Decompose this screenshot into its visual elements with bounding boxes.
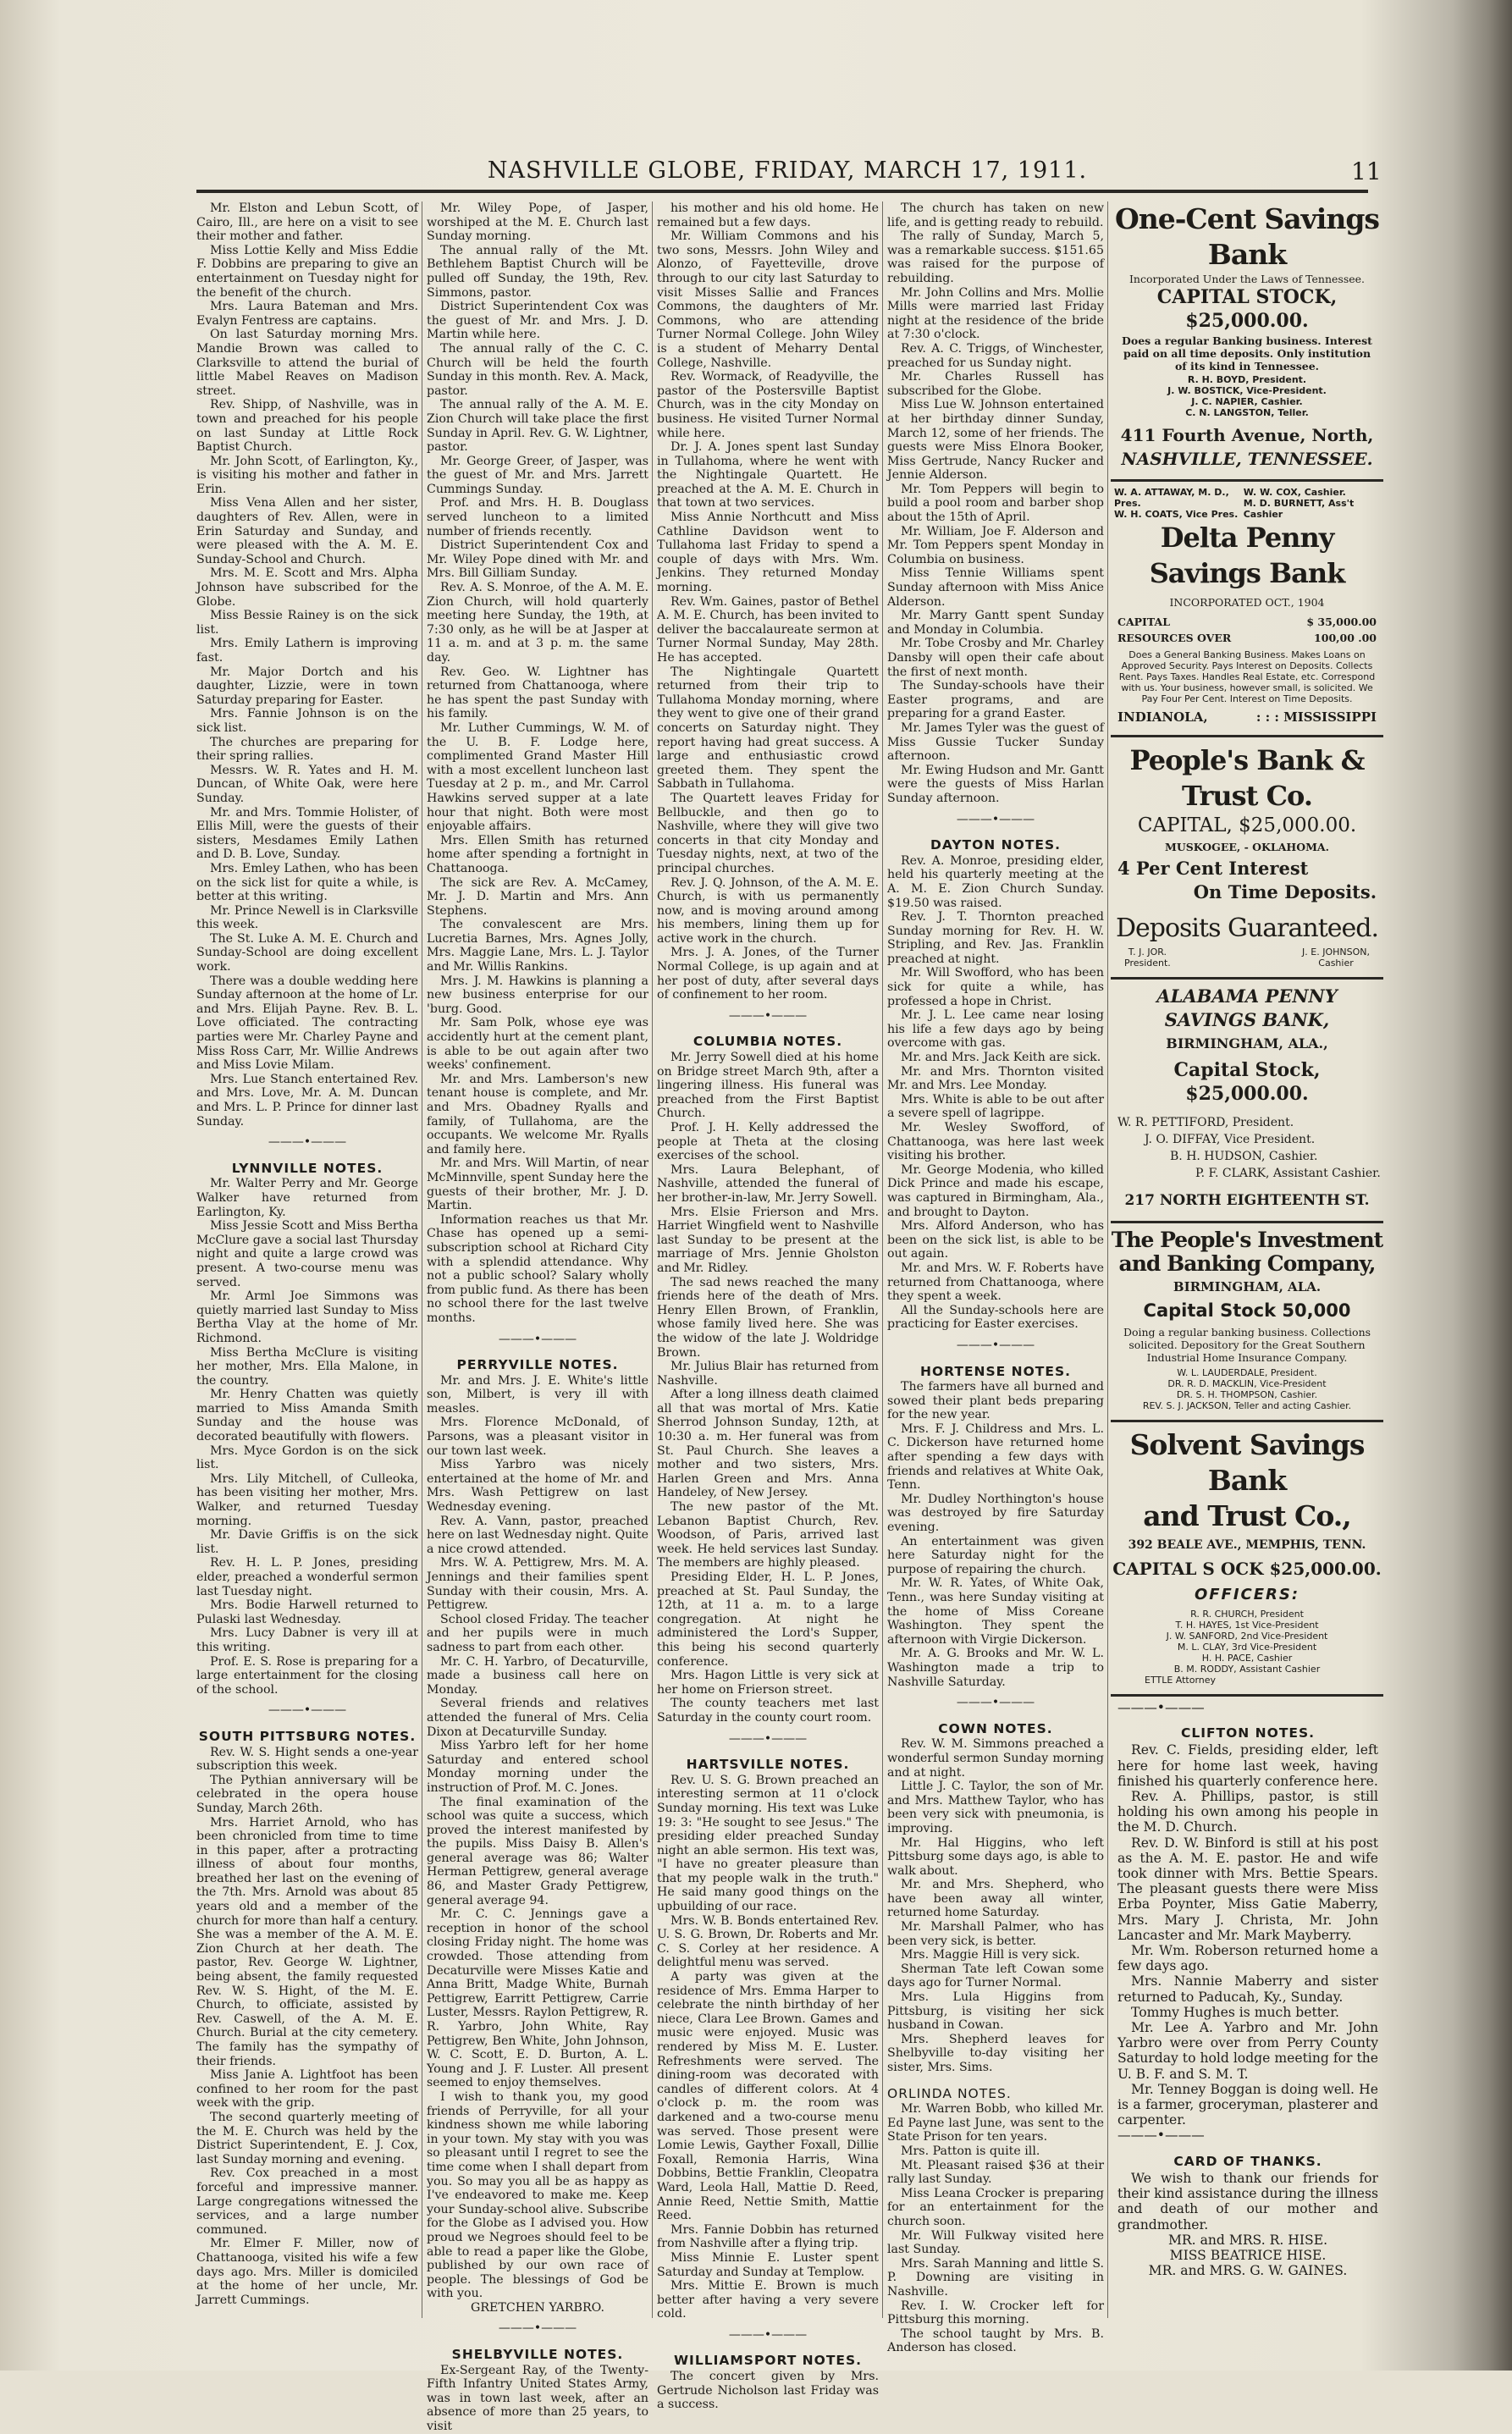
news-item: Rev. Shipp, of Nashville, was in town and preached for his people on last Sunday at Little Rock Baptist Church. bbox=[196, 398, 418, 455]
section-heading: CARD OF THANKS. bbox=[1173, 2153, 1322, 2169]
news-item: Mrs. Fannie Johnson is on the sick list. bbox=[196, 707, 418, 735]
signature: MISS BEATRICE HISE. bbox=[1169, 2247, 1327, 2263]
news-item: Rev. H. L. P. Jones, presiding elder, preached a wonderful sermon last Tuesday night. bbox=[196, 1556, 418, 1598]
news-item: The churches are preparing for their spring rallies. bbox=[196, 735, 418, 764]
news-item: All the Sunday-schools here are practicing for Easter exercises. bbox=[887, 1303, 1104, 1332]
news-item: Information reaches us that Mr. Chase has opened up a semi-subscription school at Richard City with a splendid attendance. Why not a public school? Salary wholly from public fund. As there has been no school there for the last twelve months. bbox=[427, 1212, 648, 1325]
news-item: Mr. and Mrs. Lamberson's new tenant house is complete, and Mr. and Mrs. Obadney Ryalls and family, of Tullahoma, are the occupants. We welcome Mr. Ryalls and family here. bbox=[427, 1072, 648, 1156]
news-item: Mr. Ewing Hudson and Mr. Gantt were the guests of Miss Harlan Sunday afternoon. bbox=[887, 763, 1104, 805]
news-item: Mrs. Hagon Little is very sick at her home on Frierson street. bbox=[657, 1669, 879, 1697]
section-divider: ———•——— bbox=[956, 1338, 1035, 1352]
news-item: Miss Leana Crocker is preparing for an entertainment for the church soon. bbox=[887, 2186, 1104, 2228]
news-item: On last Saturday morning Mrs. Mandie Brown was called to Clarksville to attend the burial of little Mabel Reaves on Madison street. bbox=[196, 328, 418, 398]
ad-officer: W. W. COX, Cashier. bbox=[1243, 487, 1346, 498]
news-item: Miss Yarbro left for her home Saturday and entered school Monday morning under the instruction of Prof. M. C. Jones. bbox=[427, 1739, 648, 1795]
news-item: The Sunday-schools have their Easter programs, and are preparing for a grand Easter. bbox=[887, 679, 1104, 721]
news-item: Messrs. W. R. Yates and H. M. Duncan, of White Oak, were here Sunday. bbox=[196, 763, 418, 805]
news-item: Mrs. Laura Bateman and Mrs. Evalyn Fentress are captains. bbox=[196, 300, 418, 328]
news-item: A party was given at the residence of Mrs. Emma Harper to celebrate the ninth birthday of her niece, Clara Lee Brown. Games and music were enjoyed. Music was rendered by Miss M. E. Luster. Refreshments were served. The dining-room was decorated with candles of different colors. At 4 o'clock p. m. the room was darkened and a two-course menu was served. Those present were Lomie Lewis, Gayther Foxall, Dillie Foxall, Remonia Harris, Wina Dobbins, Bettie Franklin, Cleopatra Ward, Leola Hall, Mattie D. Reed, Annie Reed, Nettie Smith, Mattie Reed. bbox=[657, 1970, 879, 2223]
section-divider: ———•——— bbox=[268, 1703, 347, 1718]
news-item: Rev. Wm. Gaines, pastor of Bethel A. M. E. Church, has been invited to deliver the baccalaureate sermon at Turner Normal Sunday, May 28th. He has accepted. bbox=[657, 594, 879, 665]
ad-officer: C. N. LANGSTON, Teller. bbox=[1185, 407, 1309, 418]
news-item: Mr. Marry Gantt spent Sunday and Monday in Columbia. bbox=[887, 609, 1104, 637]
ad-incorporated: INCORPORATED OCT., 1904 bbox=[1169, 596, 1325, 609]
news-item: Mr. Wm. Roberson returned home a few days ago. bbox=[1117, 1943, 1378, 1974]
news-item: Mrs. F. J. Childress and Mrs. L. C. Dickerson have returned home after spending a few days with friends and relatives at White Oak, Tenn. bbox=[887, 1421, 1104, 1493]
page-number: 11 bbox=[1351, 157, 1382, 185]
news-item: Mrs. Alford Anderson, who has been on the sick list, is able to be out again. bbox=[887, 1219, 1104, 1261]
ad-officer: DR. R. D. MACKLIN, Vice-President bbox=[1167, 1378, 1327, 1389]
section-heading: SHELBYVILLE NOTES. bbox=[451, 2347, 624, 2363]
news-item: Mr. Henry Chatten was quietly married to Miss Amanda Smith Sunday and the house was decorated beautifully with flowers. bbox=[196, 1388, 418, 1444]
ad-title: ALABAMA PENNY SAVINGS BANK, bbox=[1156, 985, 1338, 1030]
news-item: The Pythian anniversary will be celebrated in the opera house Sunday, March 26th. bbox=[196, 1773, 418, 1815]
news-item: Presiding Elder, H. L. P. Jones, preached at St. Paul Sunday, the 12th, at 11 a. m. to a large congregation. At night he administered the Lord's Supper, this being his second quarterly conference. bbox=[657, 1570, 879, 1669]
ad-alabama-penny-savings-bank bbox=[1111, 980, 1383, 1223]
news-item: Rev. Geo. W. Lightner has returned from Chattanooga, where he has spent the past Sunday with his family. bbox=[427, 665, 648, 721]
ad-line: On Time Deposits. bbox=[1193, 881, 1377, 902]
news-item: Rev. A. Vann, pastor, preached here on last Wednesday night. Quite a nice crowd attended. bbox=[427, 1514, 648, 1556]
news-item: Mr. James Tyler was the guest of Miss Gussie Tucker Sunday afternoon. bbox=[887, 720, 1104, 764]
news-item: Mr. Will Fulkway visited here last Sunday. bbox=[887, 2228, 1104, 2257]
ad-capital: Capital Stock 50,000 bbox=[1143, 1300, 1351, 1321]
news-item: The Quartett leaves Friday for Bellbuckle, and then go to Nashville, where they will give two concerts in that city Monday and Tuesday nights, next, at two of the principal churches. bbox=[657, 791, 879, 875]
section-heading: LYNNVILLE NOTES. bbox=[231, 1160, 384, 1176]
news-item: Mr. and Mrs. Will Martin, of near McMinnville, spent Sunday here the guests of their brother, Mr. J. D. Martin. bbox=[427, 1156, 648, 1213]
ad-officer: T. J. JOR. bbox=[1128, 947, 1167, 958]
news-item: The church has taken on new life, and is getting ready to rebuild. bbox=[887, 201, 1104, 229]
section-divider: ———•——— bbox=[728, 1731, 808, 1746]
ad-one-cent-savings-bank bbox=[1111, 196, 1383, 482]
news-item: Mrs. M. E. Scott and Mrs. Alpha Johnson have subscribed for the Globe. bbox=[196, 566, 418, 609]
ad-blurb: Does a General Banking Business. Makes Loans on Approved Security. Pays Interest on Deposits. Collects Rent. Pays Taxes. Handles Real Estate, etc. Correspond with us. Your business, however small, is solicited. We Pay Four Per Cent. Interest on Time Deposits. bbox=[1118, 649, 1376, 704]
news-item: Rev. W. S. Hight sends a one-year subscription this week. bbox=[196, 1745, 418, 1774]
ad-officer: T. H. HAYES, 1st Vice-President bbox=[1175, 1620, 1319, 1631]
news-item: The new pastor of the Mt. Lebanon Baptist Church, Rev. Woodson, of Paris, arrived last week. He held services last Sunday. The members are highly pleased. bbox=[657, 1500, 879, 1570]
ad-city: BIRMINGHAM, ALA., bbox=[1166, 1035, 1328, 1051]
ad-title: People's Bank & Trust Co. bbox=[1129, 744, 1365, 812]
ad-officer-title: Cashier bbox=[1318, 958, 1354, 969]
news-item: Mr. A. G. Brooks and Mr. W. L. Washington made a trip to Nashville Saturday. bbox=[887, 1647, 1104, 1689]
news-item: Mr. C. H. Yarbro, of Decaturville, made a business call here on Monday. bbox=[427, 1654, 648, 1697]
ad-officer-title: President. bbox=[1124, 958, 1171, 969]
section-divider: ———•——— bbox=[956, 812, 1035, 826]
news-item: Prof. J. H. Kelly addressed the people at Theta at the closing exercises of the school. bbox=[657, 1121, 879, 1163]
news-item: Mr. Tobe Crosby and Mr. Charley Dansby will open their cafe about the first of next month. bbox=[887, 637, 1104, 679]
column-2 bbox=[427, 201, 648, 2434]
news-item: Rev. I. W. Crocker left for Pittsburg this morning. bbox=[887, 2299, 1104, 2327]
news-item: The rally of Sunday, March 5, was a remarkable success. $151.65 was raised for the purpose of rebuilding. bbox=[887, 229, 1104, 285]
section-heading: DAYTON NOTES. bbox=[930, 837, 1062, 853]
news-item: Mr. Marshall Palmer, who has been very sick, is better. bbox=[887, 1920, 1104, 1948]
news-item: Rev. J. Q. Johnson, of the A. M. E. Church, is with us permanently now, and is moving around among his members, lining them up for active work in the church. bbox=[657, 875, 879, 946]
news-item: Miss Tennie Williams spent Sunday afternoon with Miss Anice Alderson. bbox=[887, 566, 1104, 609]
advertisement-column bbox=[1111, 196, 1383, 2321]
ad-officer: J. C. NAPIER, Cashier. bbox=[1191, 396, 1303, 407]
news-item: An entertainment was given here Saturday night for the purpose of repairing the church. bbox=[887, 1534, 1104, 1576]
section-divider: ———•——— bbox=[728, 2327, 808, 2342]
ad-capital: Capital Stock, $25,000.00. bbox=[1173, 1059, 1321, 1105]
ad-address: 217 NORTH EIGHTEENTH ST. bbox=[1124, 1192, 1370, 1209]
ad-title: Solvent Savings Bank bbox=[1129, 1428, 1365, 1497]
news-item: Mr. Charles Russell has subscribed for the Globe. bbox=[887, 370, 1104, 398]
news-item: Mrs. Elsie Frierson and Mrs. Harriet Wingfield went to Nashville last Sunday to be present at the marriage of Mrs. Jennie Gholston and Mr. Ridley. bbox=[657, 1205, 879, 1275]
masthead: NASHVILLE GLOBE, FRIDAY, MARCH 17, 1911. bbox=[487, 157, 1088, 184]
news-item: Mrs. Laura Belephant, of Nashville, attended the funeral of her brother-in-law, Mr. Jerry Sowell. bbox=[657, 1162, 879, 1205]
ad-officer: REV. S. J. JACKSON, Teller and acting Cashier. bbox=[1142, 1400, 1352, 1411]
news-item: Mr. Will Swofford, who has been sick for quite a while, has professed a hope in Christ. bbox=[887, 966, 1104, 1008]
news-item: Mrs. Harriet Arnold, who has been chronicled from time to time in this paper, after a protracting illness of about four months, breathed her last on the evening of the 7th. Mrs. Arnold was about 85 years old and a member of the church for more than half a century. She was a member of the A. M. E. Zion Church at her death. The pastor, Rev. George W. Lightner, being absent, the family requested Rev. W. S. Hight, of the M. E. Church, to officiate, assisted by Rev. Caswell, of the A. M. E. Church. Burial at the city cemetery. The family has the sympathy of their friends. bbox=[196, 1815, 418, 2068]
ad-line: 4 Per Cent Interest bbox=[1117, 858, 1309, 879]
ad-city: INDIANOLA, bbox=[1117, 709, 1208, 725]
news-item: Rev. A. Monroe, presiding elder, held his quarterly meeting at the A. M. E. Zion Church Sunday. $19.50 was raised. bbox=[887, 853, 1104, 910]
news-item: Rev. A. Phillips, pastor, is still holding his own among his people in the M. D. Church. bbox=[1117, 1789, 1378, 1835]
ad-officer: J. E. JOHNSON, bbox=[1302, 947, 1370, 958]
news-item: Mr. Major Dortch and his daughter, Lizzie, were in town Saturday preparing for Easter. bbox=[196, 665, 418, 707]
signature: MR. and MRS. R. HISE. bbox=[1167, 2232, 1328, 2248]
news-item: Mrs. Patton is quite ill. bbox=[901, 2144, 1040, 2158]
section-heading: CLIFTON NOTES. bbox=[1180, 1725, 1316, 1741]
news-item: Mrs. Bodie Harwell returned to Pulaski last Wednesday. bbox=[196, 1598, 418, 1626]
news-item: There was a double wedding here Sunday afternoon at the home of Lr. and Mrs. Elijah Payne. Rev. B. L. Love officiated. The contracting parties were Mr. Charley Payne and Miss Ross Carr, Mr. Willie Andrews and Miss Lovie Milam. bbox=[196, 974, 418, 1073]
ad-blurb: Doing a regular banking business. Collections solicited. Depository for the Great Southern Industrial Home Insurance Company. bbox=[1123, 1326, 1371, 1364]
news-item: Rev. C. Fields, presiding elder, left here for home last week, having finished his quarterly conference here. bbox=[1117, 1742, 1378, 1789]
news-item: Rev. Cox preached in a most forceful and impressive manner. Large congregations witnessed the services, and a large number communed. bbox=[196, 2166, 418, 2237]
news-item: The final examination of the school was quite a success, which proved the interest manifested by the pupils. Miss Daisy B. Allen's general average was 86; Walter Herman Pettigrew, general average 86, and Master Grady Pettigrew, general average 94. bbox=[427, 1795, 648, 1907]
news-item: Tommy Hughes is much better. bbox=[1131, 2004, 1339, 2020]
news-item: Rev. A. S. Monroe, of the A. M. E. Zion Church, will hold quarterly meeting here Sunday, the 19th, at 7:30 only, as he will be at Jasper at 11 a. m. and at 3 p. m. the same day. bbox=[427, 581, 648, 665]
ad-officer: W. A. ATTAWAY, M. D., Pres. bbox=[1114, 487, 1229, 509]
news-item: Miss Lue W. Johnson entertained at her birthday dinner Sunday, March 12, some of her friends. The guests were Miss Elnora Booker, Miss Gertrude, Nancy Rucker and Jennie Alderson. bbox=[887, 398, 1104, 483]
news-item: Miss Jessie Scott and Miss Bertha McClure gave a social last Thursday night and quite a large crowd was present. A two-course menu was served. bbox=[196, 1219, 418, 1289]
ad-officer: H. H. PACE, Cashier bbox=[1201, 1653, 1293, 1664]
news-item: Miss Yarbro was nicely entertained at the home of Mr. and Mrs. Wash Pettigrew on last Wednesday evening. bbox=[427, 1458, 648, 1515]
news-item: Ex-Sergeant Ray, of the Twenty-Fifth Infantry United States Army, was in town last week, after an absence of more than 25 years, to visit bbox=[427, 2363, 648, 2434]
ad-peoples-bank-trust bbox=[1111, 737, 1383, 980]
news-item: Mr. Walter Perry and Mr. George Walker have returned from Earlington, Ky. bbox=[196, 1177, 418, 1219]
section-heading: HORTENSE NOTES. bbox=[919, 1363, 1072, 1379]
news-item: Mr. John Collins and Mrs. Mollie Mills were married last Friday night at the residence of the bride at 7:30 o'clock. bbox=[887, 285, 1104, 342]
news-item: Mr. Prince Newell is in Clarksville this week. bbox=[196, 903, 418, 932]
news-item: The farmers have all burned and sowed their plant beds preparing for the new year. bbox=[887, 1380, 1104, 1422]
news-item: Mrs. J. A. Jones, of the Turner Normal College, is up again and at her post of duty, after several days of confinement to her room. bbox=[657, 946, 879, 1002]
news-item: Mrs. Lue Stanch entertained Rev. and Mrs. Love, Mr. A. M. Duncan and Mrs. L. P. Prince for dinner last Sunday. bbox=[196, 1072, 418, 1129]
news-item: Mr. Sam Polk, whose eye was accidently hurt at the cement plant, is able to be out again after two weeks' confinement. bbox=[427, 1016, 648, 1073]
news-item: Mr. Dudley Northington's house was destroyed by fire Saturday evening. bbox=[887, 1492, 1104, 1535]
ad-officer: B. H. HUDSON, Cashier. bbox=[1170, 1150, 1318, 1163]
news-item: Rev. U. S. G. Brown preached an interesting sermon at 11 o'clock Sunday morning. His text was Luke 19: 3: "He sought to see Jesus." The presiding elder preached Sunday night an able sermon. His text was, "I have no greater pleasure than that my people walk in the truth." He said many good things on the upbuilding of our race. bbox=[657, 1773, 879, 1914]
news-item: Mr. Hal Higgins, who left Pittsburg some days ago, is able to walk about. bbox=[887, 1835, 1104, 1878]
news-item: Mr. and Mrs. Jack Keith are sick. bbox=[901, 1051, 1101, 1065]
news-item: Mr. Warren Bobb, who killed Mr. Ed Payne last June, was sent to the State Prison for ten years. bbox=[887, 2102, 1104, 2144]
news-item: Mrs. Mittie E. Brown is much better after having a very severe cold. bbox=[657, 2279, 879, 2321]
ad-capital: CAPITAL S OCK $25,000.00. bbox=[1112, 1559, 1382, 1579]
news-item: The school taught by Mrs. B. Anderson has closed. bbox=[887, 2326, 1104, 2355]
news-item: Mrs. Emley Lathen, who has been on the sick list for quite a while, is better at this writing. bbox=[196, 861, 418, 904]
news-item: I wish to thank you, my good friends of Perryville, for all your kindness shown me while laboring in your town. My stay with you was so pleasant until I regret to see the time come when I shall depart from you. So may you all be as happy as I've endeavored to make me. Keep your Sunday-school alive. Subscribe for the Globe as I advised you. How proud we Negroes should feel to be able to read a paper like the Globe, published by our own race of people. The blessings of God be with you. bbox=[427, 2089, 648, 2301]
ad-city: NASHVILLE, TENNESSEE. bbox=[1121, 449, 1373, 469]
news-item: Mrs. Emily Lathern is improving fast. bbox=[196, 637, 418, 665]
ad-officer: DR. S. H. THOMPSON, Cashier. bbox=[1176, 1389, 1318, 1400]
ad-resources-label: RESOURCES OVER bbox=[1117, 632, 1232, 644]
news-item: Rev. W. M. Simmons preached a wonderful sermon Sunday morning and at night. bbox=[887, 1737, 1104, 1780]
news-item: Dr. J. A. Jones spent last Sunday in Tullahoma, where he went with the Nightingale Quartett. He preached at the A. M. E. Church in that town at two services. bbox=[657, 440, 879, 511]
news-item: Miss Lottie Kelly and Miss Eddie F. Dobbins are preparing to give an entertainment on Tuesday night for the benefit of the church. bbox=[196, 243, 418, 300]
news-item: Mrs. W. A. Pettigrew, Mrs. M. A. Jennings and their families spent Sunday with their cousin, Mrs. A. Pettigrew. bbox=[427, 1556, 648, 1613]
ad-solvent-savings-bank bbox=[1111, 1422, 1383, 1697]
column-divider bbox=[652, 201, 653, 2318]
ad-officers-heading: OFFICERS: bbox=[1194, 1586, 1300, 1603]
ad-officer: ETTLE Attorney bbox=[1145, 1675, 1217, 1686]
news-item: Rev. J. T. Thornton preached Sunday morning for Rev. H. W. Stripling, and Rev. Jas. Franklin preached at night. bbox=[887, 910, 1104, 966]
news-item: After a long illness death claimed all that was mortal of Mrs. Katie Sherrod Johnson Sunday, 12th, at 10:30 a. m. Her funeral was from St. Paul Church. She leaves a mother and two sisters, Mrs. Harlen Green and Mrs. Anna Handeley, of New Jersey. bbox=[657, 1388, 879, 1500]
news-item: School closed Friday. The teacher and her pupils were in much sadness to part from each other. bbox=[427, 1612, 648, 1654]
news-item: Miss Annie Northcutt and Miss Cathline Davidson went to Tullahoma last Friday to spend a couple of days with Mrs. Wm. Jenkins. They returned Monday morning. bbox=[657, 511, 879, 595]
news-item: Mr. J. L. Lee came near losing his life a few days ago by being overcome with gas. bbox=[887, 1008, 1104, 1051]
news-item: The St. Luke A. M. E. Church and Sunday-School are doing excellent work. bbox=[196, 931, 418, 974]
ad-capital: CAPITAL STOCK, $25,000.00. bbox=[1156, 286, 1338, 332]
ad-title: and Banking Company, bbox=[1118, 1251, 1376, 1276]
ad-resources-value: 100,00 .00 bbox=[1314, 632, 1377, 644]
ad-address: 411 Fourth Avenue, North, bbox=[1120, 425, 1374, 445]
ad-officer: J. O. DIFFAY, Vice President. bbox=[1145, 1133, 1316, 1146]
news-item: Mr. Lee A. Yarbro and Mr. John Yarbro were over from Perry County Saturday to hold lodge meeting for the U. B. F. and S. M. T. bbox=[1117, 2020, 1378, 2082]
news-item: Mr. W. R. Yates, of White Oak, Tenn., was here Sunday visiting at the home of Miss Coreane Washington. They spent the afternoon with Virgie Dickerson. bbox=[887, 1576, 1104, 1647]
news-item: Mr. Luther Cummings, W. M. of the U. B. F. Lodge here, complimented Grand Master Hill with a most excellent luncheon last Tuesday at 2 p. m., and Mr. Carrol Hawkins served supper at a late hour that night. Both were most enjoyable affairs. bbox=[427, 720, 648, 834]
signature: GRETCHEN YARBRO. bbox=[471, 2300, 604, 2315]
news-item: Little J. C. Taylor, the son of Mr. and Mrs. Matthew Taylor, who has been very sick with pneumonia, is improving. bbox=[887, 1780, 1104, 1835]
news-item: Mr. Elmer F. Miller, now of Chattanooga, visited his wife a few days ago. Mrs. Miller is domiciled at the home of her uncle, Mr. Jarrett Cummings. bbox=[196, 2237, 418, 2307]
news-item: We wish to thank our friends for their kind assistance during the illness and death of our mother and grandmother. bbox=[1117, 2170, 1378, 2233]
news-item: Miss Vena Allen and her sister, daughters of Rev. Allen, were in Erin Saturday and Sunday, and were pleased with the A. M. E. Sunday-School and Church. bbox=[196, 496, 418, 566]
news-item: Mrs. Lula Higgins from Pittsburg, is visiting her sick husband in Cowan. bbox=[887, 1990, 1104, 2033]
news-item: Mrs. Nannie Maberry and sister returned to Paducah, Ky., Sunday. bbox=[1117, 1973, 1378, 2005]
news-item: Mrs. Lucy Dabner is very ill at this writing. bbox=[196, 1626, 418, 1654]
news-item: Mr. and Mrs. Shepherd, who have been away all winter, returned home Saturday. bbox=[887, 1878, 1104, 1920]
ad-capital: CAPITAL, $25,000.00. bbox=[1137, 814, 1357, 836]
news-item: Mrs. Maggie Hill is very sick. bbox=[901, 1948, 1080, 1962]
ad-officer: W. R. PETTIFORD, President. bbox=[1117, 1116, 1294, 1129]
section-divider: ———•——— bbox=[1117, 1700, 1205, 1715]
ad-title: One-Cent Savings Bank bbox=[1115, 202, 1379, 271]
ad-officer: B. M. RODDY, Assistant Cashier bbox=[1173, 1664, 1321, 1675]
ad-officer: P. F. CLARK, Assistant Cashier. bbox=[1195, 1167, 1381, 1180]
news-item: Mr. Jerry Sowell died at his home on Bridge street March 9th, after a lingering illness. His funeral was preached from the First Baptist Church. bbox=[657, 1051, 879, 1121]
news-item: District Superintendent Cox and Mr. Wiley Pope dined with Mr. and Mrs. Bill Gilliam Sunday. bbox=[427, 538, 648, 581]
ad-officer: R. H. BOYD, President. bbox=[1187, 374, 1307, 385]
ad-officer: M. D. BURNETT, Ass't Cashier bbox=[1243, 498, 1355, 520]
news-item: Mr. Tenney Boggan is doing well. He is a farmer, groceryman, plasterer and carpenter. bbox=[1117, 2081, 1378, 2128]
column-divider bbox=[882, 201, 883, 2318]
ad-city: MUSKOGEE, - OKLAHOMA. bbox=[1165, 841, 1329, 853]
ad-officer: W. L. LAUDERDALE, President. bbox=[1177, 1367, 1317, 1378]
section-divider: ———•——— bbox=[498, 2321, 577, 2336]
section-heading: COWN NOTES. bbox=[938, 1720, 1053, 1736]
news-item: Mrs. Florence McDonald, of Parsons, was a pleasant visitor in our town last week. bbox=[427, 1416, 648, 1458]
news-item: The second quarterly meeting of the M. E. Church was held by the District Superintendent, E. J. Cox, last Sunday morning and evening. bbox=[196, 2110, 418, 2166]
news-item: his mother and his old home. He remained but a few days. bbox=[657, 201, 879, 229]
section-heading: COLUMBIA NOTES. bbox=[693, 1034, 843, 1050]
news-item: Mrs. Fannie Dobbin has returned from Nashville after a flying trip. bbox=[657, 2222, 879, 2251]
page-edge-shadow bbox=[1453, 0, 1512, 2371]
news-item: Sherman Tate left Cowan some days ago for Turner Normal. bbox=[887, 1962, 1104, 1990]
news-item: The sad news reached the many friends here of the death of Mrs. Henry Ellen Brown, of Franklin, whose family lived here. She was the widow of the late J. Woldridge Brown. bbox=[657, 1275, 879, 1360]
news-item: Mrs. Myce Gordon is on the sick list. bbox=[196, 1443, 418, 1472]
news-item: Mrs. White is able to be out after a severe spell of lagrippe. bbox=[887, 1092, 1104, 1121]
news-item: Mr. and Mrs. J. E. White's little son, Milbert, is very ill with measles. bbox=[427, 1373, 648, 1416]
section-heading: PERRYVILLE NOTES. bbox=[456, 1357, 619, 1373]
news-item: Mrs. Ellen Smith has returned home after spending a fortnight in Chattanooga. bbox=[427, 833, 648, 875]
section-heading: SOUTH PITTSBURG NOTES. bbox=[198, 1728, 417, 1744]
news-item: The annual rally of the A. M. E. Zion Church will take place the first Sunday in April. Rev. G. W. Lightner, pastor. bbox=[427, 398, 648, 455]
ad-delta-penny-savings-bank bbox=[1111, 482, 1383, 737]
ad-capital-value: $ 35,000.00 bbox=[1306, 615, 1377, 628]
ad-state: : : : MISSISSIPPI bbox=[1255, 709, 1377, 725]
news-item: Mr. Arml Joe Simmons was quietly married last Sunday to Miss Bertha Vlay at the home of Mr. Richmond. bbox=[196, 1289, 418, 1345]
news-item: Mr. Tom Peppers will begin to build a pool room and barber shop about the 15th of April. bbox=[887, 482, 1104, 525]
section-heading: HARTSVILLE NOTES. bbox=[686, 1757, 850, 1773]
column-divider bbox=[1107, 201, 1108, 2318]
news-item: Mr. William Commons and his two sons, Messrs. John Wiley and Alonzo, of Fayetteville, drove through to our city last Saturday to visit Misses Sallie and Frances Commons, the daughters of Mr. Commons, who are attending Turner Normal College. John Wiley is a student of Meharry Dental College, Nashville. bbox=[657, 229, 879, 370]
news-item: Mr. Elston and Lebun Scott, of Cairo, Ill., are here on a visit to see their mother and father. bbox=[196, 201, 418, 244]
news-item: The annual rally of the C. C. Church will be held the fourth Sunday in this month. Rev. A. Mack, pastor. bbox=[427, 341, 648, 398]
ad-guarantee: Deposits Guaranteed. bbox=[1115, 913, 1379, 943]
ad-incorporated: Incorporated Under the Laws of Tennessee. bbox=[1128, 273, 1366, 285]
news-item: Prof. and Mrs. H. B. Douglass served luncheon to a limited number of friends recently. bbox=[427, 496, 648, 538]
ad-officer: J. W. SANFORD, 2nd Vice-President bbox=[1166, 1631, 1328, 1642]
news-item: Mr. George Modenia, who killed Dick Prince and made his escape, was captured in Birmingham, Ala., and brought to Dayton. bbox=[887, 1162, 1104, 1219]
news-item: Mr. and Mrs. Thornton visited Mr. and Mrs. Lee Monday. bbox=[887, 1064, 1104, 1093]
news-item: Mr. and Mrs. Tommie Holister, of Ellis Mill, were the guests of their sisters, Mesdames Emily Lathen and D. B. Love, Sunday. bbox=[196, 805, 418, 862]
news-item: The convalescent are Mrs. Lucretia Barnes, Mrs. Agnes Jolly, Mrs. Maggie Lane, Mrs. L. J. Taylor and Mr. Willis Rankins. bbox=[427, 918, 648, 974]
news-item: District Superintendent Cox was the guest of Mr. and Mrs. J. D. Martin while here. bbox=[427, 300, 648, 342]
news-item: Prof. E. S. Rose is preparing for a large entertainment for the closing of the school. bbox=[196, 1654, 418, 1697]
column-3 bbox=[657, 201, 879, 2412]
news-item: Miss Bertha McClure is visiting her mother, Mrs. Ella Malone, in the country. bbox=[196, 1345, 418, 1388]
news-item: Miss Bessie Rainey is on the sick list. bbox=[196, 609, 418, 637]
ad-title: and Trust Co., bbox=[1143, 1499, 1351, 1532]
section-divider: ———•——— bbox=[498, 1332, 577, 1346]
ad-title: Delta Penny Savings Bank bbox=[1149, 522, 1345, 589]
clifton-notes bbox=[1111, 1697, 1383, 2278]
section-divider: ———•——— bbox=[956, 1696, 1035, 1710]
news-item: Mr. Wiley Pope, of Jasper, worshiped at the M. E. Church last Sunday morning. bbox=[427, 201, 648, 244]
news-item: Mr. C. C. Jennings gave a reception in honor of the school closing Friday night. The home was crowded. Those attending from Decaturville were Misses Katie and Anna Britt, Madge White, Burnah Pettigrew, Earritt Pettigrew, Carrie Luster, Messrs. Raylon Pettigrew, R. R. Yarbro, John White, Ray Pettigrew, Ben White, John Johnson, W. C. Scott, E. D. Burton, A. L. Young and J. F. Luster. All present seemed to enjoy themselves. bbox=[427, 1907, 648, 2090]
signature: MR. and MRS. G. W. GAINES. bbox=[1148, 2263, 1348, 2279]
ad-peoples-investment-banking bbox=[1111, 1223, 1383, 1422]
news-item: Rev. Wormack, of Readyville, the pastor of the Postersville Baptist Church, was in the city Monday on business. He visited Turner Normal while here. bbox=[657, 370, 879, 440]
ad-officer: R. R. CHURCH, President bbox=[1190, 1609, 1304, 1620]
news-item: Rev. A. C. Triggs, of Winchester, preached for us Sunday night. bbox=[887, 341, 1104, 370]
ad-officer: J. W. BOSTICK, Vice-President. bbox=[1167, 385, 1327, 396]
news-item: The concert given by Mrs. Gertrude Nicholson last Friday was a success. bbox=[657, 2370, 879, 2412]
news-item: Mrs. J. M. Hawkins is planning a new business enterprise for our 'burg. Good. bbox=[427, 974, 648, 1016]
news-item: Mr. Wesley Swofford, of Chattanooga, was here last week visiting his brother. bbox=[887, 1121, 1104, 1163]
section-heading: ORLINDA NOTES. bbox=[887, 2085, 1012, 2101]
ad-title: The People's Investment bbox=[1111, 1228, 1383, 1252]
ad-blurb: Does a regular Banking business. Interest paid on all time deposits. Only institution of its kind in Tennessee. bbox=[1122, 334, 1372, 373]
section-heading: WILLIAMSPORT NOTES. bbox=[673, 2353, 863, 2369]
column-4 bbox=[887, 201, 1104, 2355]
news-item: Mr. Julius Blair has returned from Nashville. bbox=[657, 1360, 879, 1388]
news-item: The Nightingale Quartett returned from their trip to Tullahoma Monday morning, where they went to give one of their grand concerts on Saturday night. They report having had great success. A large and enthusiastic crowd greeted them. They spent the Sabbath in Tullahoma. bbox=[657, 665, 879, 792]
section-divider: ———•——— bbox=[728, 1008, 808, 1023]
news-item: Mr. Davie Griffis is on the sick list. bbox=[196, 1528, 418, 1556]
news-item: Mrs. Sarah Manning and little S. P. Downing are visiting in Nashville. bbox=[887, 2256, 1104, 2299]
ad-officer: W. H. COATS, Vice Pres. bbox=[1114, 509, 1239, 520]
news-item: Miss Minnie E. Luster spent Saturday and Sunday at Templow. bbox=[657, 2250, 879, 2279]
news-item: Mrs. W. B. Bonds entertained Rev. U. S. G. Brown, Dr. Roberts and Mr. C. S. Corley at her residence. A delightful menu was served. bbox=[657, 1913, 879, 1970]
section-divider: ———•——— bbox=[268, 1135, 347, 1150]
news-item: Mt. Pleasant raised $36 at their rally last Sunday. bbox=[887, 2158, 1104, 2187]
news-item: Mr. George Greer, of Jasper, was the guest of Mr. and Mrs. Jarrett Cummings Sunday. bbox=[427, 454, 648, 496]
ad-address: 392 BEALE AVE., MEMPHIS, TENN. bbox=[1128, 1538, 1366, 1552]
ad-officer: M. L. CLAY, 3rd Vice-President bbox=[1177, 1642, 1317, 1653]
news-item: The county teachers met last Saturday in the county court room. bbox=[657, 1697, 879, 1725]
news-item: The annual rally of the Mt. Bethlehem Baptist Church will be pulled off Sunday, the 19th, Rev. Simmons, pastor. bbox=[427, 243, 648, 300]
news-item: Rev. D. W. Binford is still at his post as the A. M. E. pastor. He and wife took dinner with Mrs. Bettie Spears. The pleasant guests there were Miss Erba Poynter, Miss Gatie Maberry, Mrs. Mary J. Christa, Mr. John Lancaster and Mr. Mark Mayberry. bbox=[1117, 1835, 1378, 1943]
news-item: Miss Janie A. Lightfoot has been confined to her room for the past week with the grip. bbox=[196, 2068, 418, 2111]
masthead-rule bbox=[196, 190, 1368, 193]
section-divider: ———•——— bbox=[1117, 2128, 1205, 2144]
news-item: The sick are Rev. A. McCamey, Mr. J. D. Martin and Mrs. Ann Stephens. bbox=[427, 875, 648, 918]
news-item: Mr. and Mrs. W. F. Roberts have returned from Chattanooga, where they spent a week. bbox=[887, 1261, 1104, 1304]
column-1 bbox=[196, 201, 418, 2318]
news-item: Mr. William, Joe F. Alderson and Mr. Tom Peppers spent Monday in Columbia on business. bbox=[887, 524, 1104, 566]
news-item: Several friends and relatives attended the funeral of Mrs. Celia Dixon at Decaturville Sunday. bbox=[427, 1697, 648, 1739]
news-item: Mrs. Lily Mitchell, of Culleoka, has been visiting her mother, Mrs. Walker, and returned Tuesday morning. bbox=[196, 1471, 418, 1528]
ad-city: BIRMINGHAM, ALA. bbox=[1173, 1279, 1322, 1294]
news-item: Mr. John Scott, of Earlington, Ky., is visiting his mother and father in Erin. bbox=[196, 454, 418, 496]
ad-capital-label: CAPITAL bbox=[1117, 615, 1170, 628]
news-item: Mrs. Shepherd leaves for Shelbyville to-day visiting her sister, Mrs. Sims. bbox=[887, 2032, 1104, 2074]
